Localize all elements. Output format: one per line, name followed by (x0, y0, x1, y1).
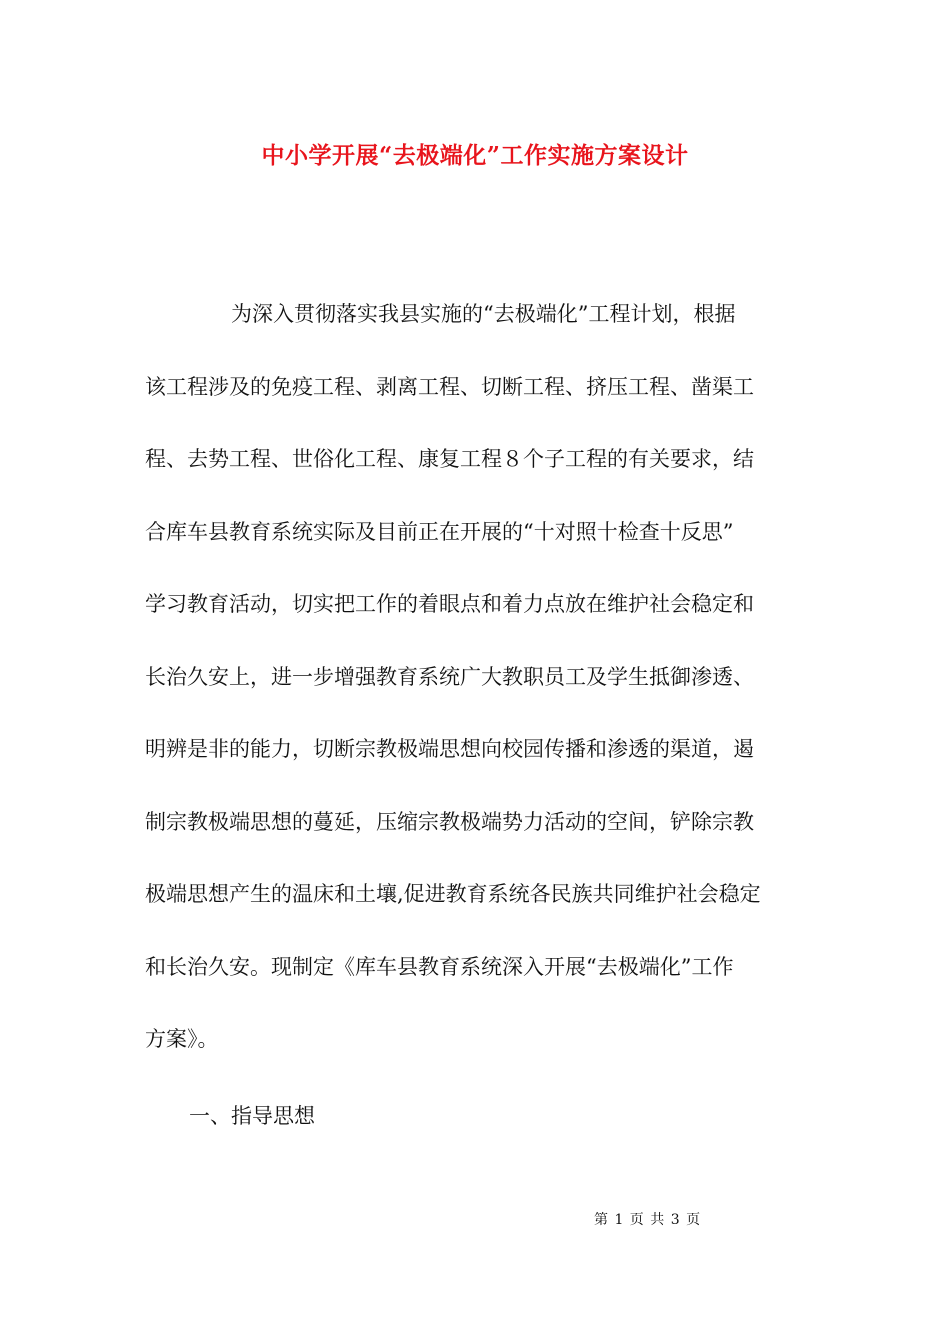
section-heading: 一、指导思想 (189, 1104, 315, 1128)
intro-paragraph (145, 278, 810, 1076)
paragraph-line: 明辨是非的能力，切断宗教极端思想向校园传播和渗透的渠道，遏 (145, 737, 754, 761)
paragraph-line: 极端思想产生的温床和土壤,促进教育系统各民族共同维护社会稳定 (145, 882, 761, 906)
page-footer: 第 1 页 共 3 页 (594, 1212, 702, 1228)
paragraph-line: 合库车县教育系统实际及目前正在开展的“十对照十检查十反思” (145, 519, 734, 544)
paragraph-line: 长治久安上，进一步增强教育系统广大教职员工及学生抵御渗透、 (145, 664, 754, 689)
paragraph-line: 方案》。 (145, 1027, 219, 1051)
document-title: 中小学开展“去极端化”工作实施方案设计 (261, 142, 689, 169)
paragraph-line: 制宗教极端思想的蔓延，压缩宗教极端势力活动的空间，铲除宗教 (145, 809, 754, 834)
paragraph-line: 程、去势工程、世俗化工程、康复工程８个子工程的有关要求，结 (145, 447, 754, 471)
paragraph-line: 该工程涉及的免疫工程、剥离工程、切断工程、挤压工程、凿渠工 (145, 374, 754, 399)
paragraph-line: 和长治久安。现制定《库车县教育系统深入开展“去极端化”工作 (145, 954, 734, 979)
paragraph-line: 学习教育活动，切实把工作的着眼点和着力点放在维护社会稳定和 (145, 592, 754, 616)
paragraph-line: 为深入贯彻落实我县实施的“去极端化”工程计划，根据 (231, 302, 736, 326)
